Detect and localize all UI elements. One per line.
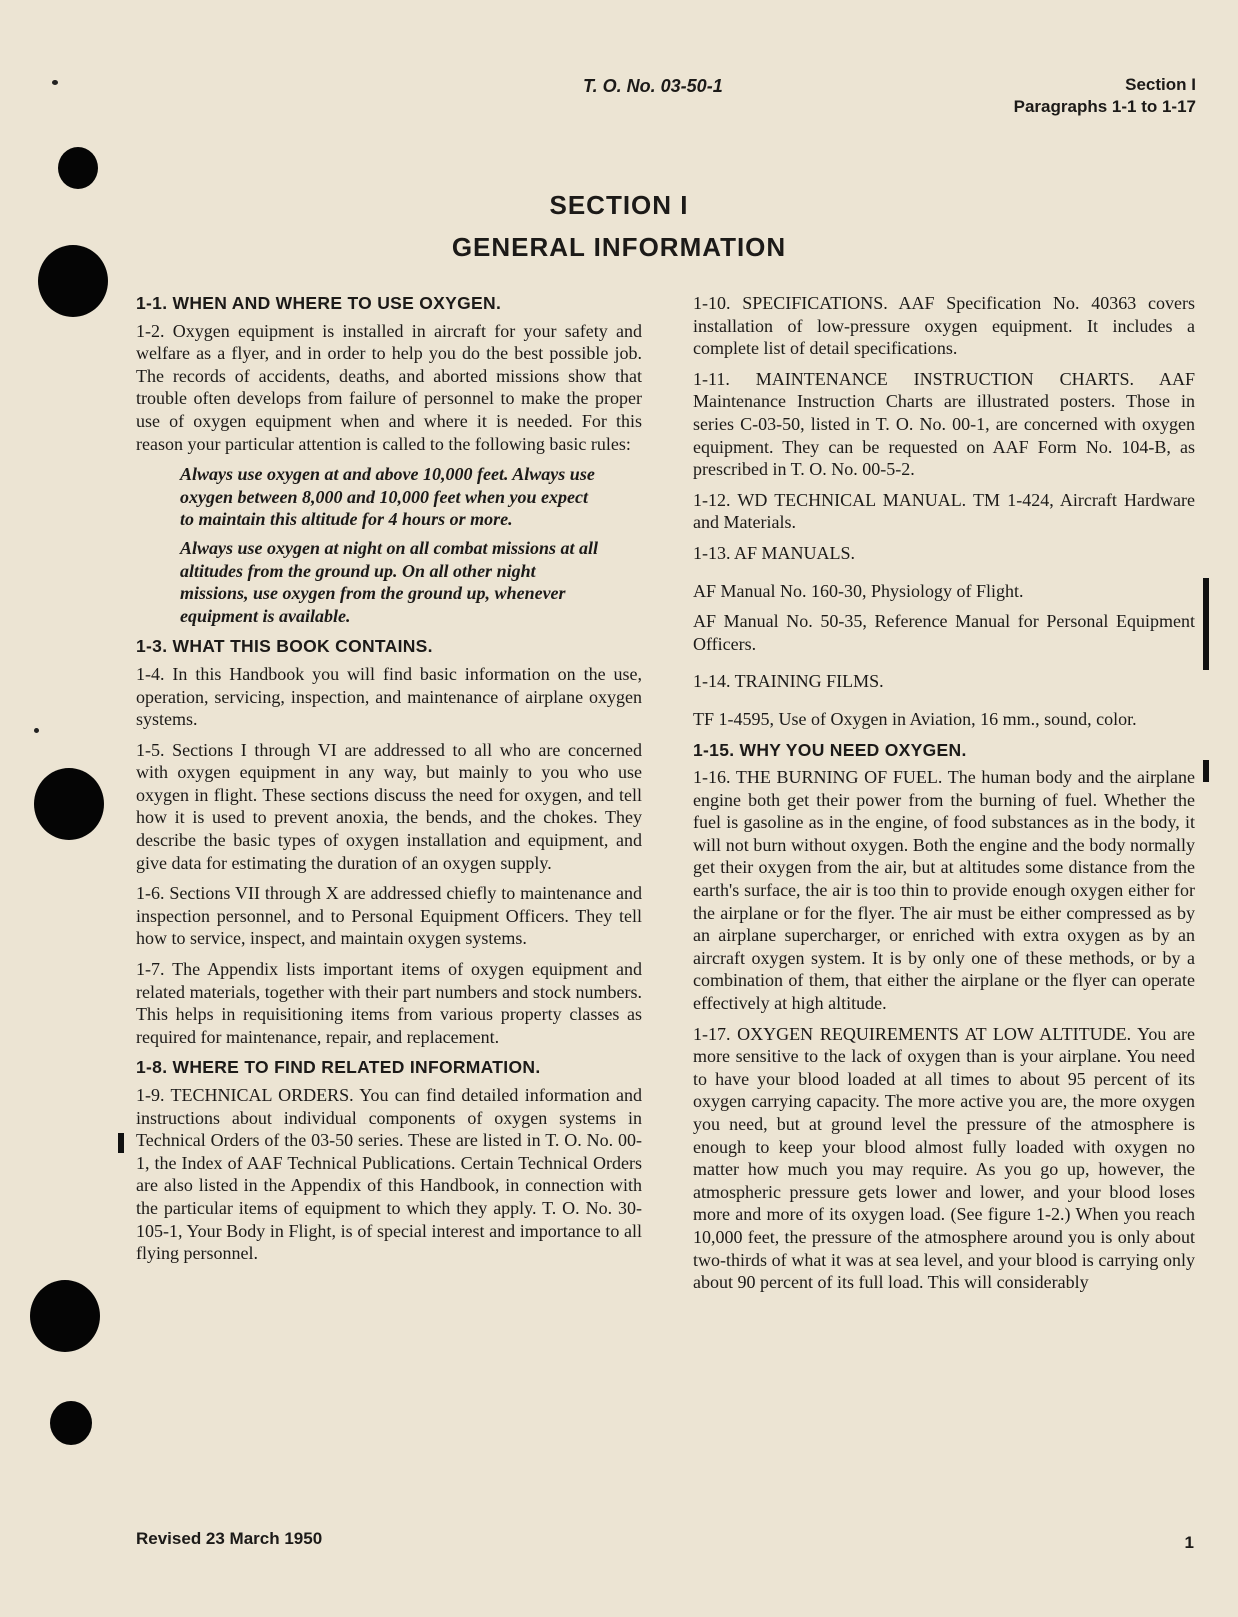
paragraph-1-17: 1-17. OXYGEN REQUIREMENTS AT LOW ALTITUDE. You are more sensitive to the lack of oxygen than is your airplane. You need to have your blood loaded at all times to about 95 percent of its oxygen carrying capacity. The more active you are, the more oxygen you need, but at ground level the pressure of the atmosphere is enough to keep your blood almost fully loaded with oxygen no matter how much you may require. As you go up, however, the atmospheric pressure gets lower and lower, and your blood loses more and more of its oxygen load. (See figure 1-2.) When you reach 10,000 feet, the pressure of the atmosphere around you is only about two-thirds of what it was at sea level, and your blood is carrying only about 90 percent of its full load. This will considerably (693, 1023, 1195, 1293)
revision-bar (1203, 578, 1209, 670)
left-column (136, 292, 642, 1273)
paragraph-range: Paragraphs 1-1 to 1-17 (1013, 97, 1196, 116)
manual-personal-equipment: AF Manual No. 50-35, Reference Manual for Personal Equipment Officers. (693, 611, 1195, 654)
paragraph-1-5: 1-5. Sections I through VI are addressed to all who are concerned with oxygen equipment in any way, but mainly to you who use oxygen in flight. These sections discuss the need for oxygen, and tell how it is used to prevent anoxia, the bends, and the chokes. They describe the basic types of oxygen installation and equipment, and give data for estimating the duration of an oxygen supply. (136, 739, 642, 873)
header-right (1014, 74, 1196, 118)
revision-bar (1203, 760, 1209, 782)
to-number: T. O. No. 03-50-1 (583, 76, 723, 96)
page-number: 1 (1184, 1533, 1194, 1552)
film-use-of-oxygen: TF 1-4595, Use of Oxygen in Aviation, 16 mm., sound, color. (693, 708, 1137, 729)
paragraph-1-10: 1-10. SPECIFICATIONS. AAF Specification No. 40363 covers installation of low-pressure oxygen equipment. It includes a complete list of detail specifications. (693, 293, 1195, 359)
margin-mark (52, 80, 58, 85)
rule-night: Always use oxygen at night on all combat missions at all altitudes from the ground up. On all other night missions, use oxygen from the ground up, whenever equipment is available. (180, 537, 599, 626)
paragraph-1-6: 1-6. Sections VII through X are addressed chiefly to maintenance and inspection personnel, and to Personal Equipment Officers. They tell how to service, inspect, and maintain oxygen systems. (136, 883, 642, 949)
section-label: Section I (1125, 75, 1196, 94)
paragraph-1-12: 1-12. WD TECHNICAL MANUAL. TM 1-424, Aircraft Hardware and Materials. (693, 489, 1195, 533)
right-column (693, 292, 1195, 1302)
section-subtitle: GENERAL INFORMATION (451, 232, 787, 262)
heading-1-1: 1-1. WHEN AND WHERE TO USE OXYGEN. (136, 293, 502, 313)
paragraph-1-16: 1-16. THE BURNING OF FUEL. The human body and the airplane engine both get their power from the burning of fuel. Whether the fuel is gasoline as in the engine, of food substances as in the body, it will not burn without oxygen. Both the engine and the body normally get their oxygen from the air, but at altitudes some distance from the earth's surface, the air is too thin to provide enough oxygen either for the airplane or for the flyer. The air must be either compressed as by an airplane supercharger, or enriched with extra oxygen as by an aircraft oxygen system. It is by only one of these methods, or by a combination of them, that either the airplane or the flyer can operate effectively at high altitude. (693, 767, 1195, 1014)
manual-physiology: AF Manual No. 160-30, Physiology of Flight. (693, 580, 1024, 601)
heading-1-15: 1-15. WHY YOU NEED OXYGEN. (693, 739, 967, 760)
heading-1-8: 1-8. WHERE TO FIND RELATED INFORMATION. (136, 1057, 541, 1078)
paragraph-1-13: 1-13. AF MANUALS. (693, 542, 856, 563)
rule-altitude: Always use oxygen at and above 10,000 feet. Always use oxygen between 8,000 and 10,000 feet when you expect to maintain this altitude for 4 hours or more. (180, 464, 595, 530)
basic-rules (136, 463, 642, 627)
paragraph-1-14: 1-14. TRAINING FILMS. (693, 671, 884, 692)
paragraph-1-4: 1-4. In this Handbook you will find basic information on the use, operation, servicing, inspection, and maintenance of airplane oxygen systems. (136, 663, 642, 730)
heading-1-3: 1-3. WHAT THIS BOOK CONTAINS. (136, 636, 433, 657)
punch-hole-3 (34, 768, 104, 840)
paragraph-1-7: 1-7. The Appendix lists important items of oxygen equipment and related materials, together with their part numbers and stock numbers. This helps in requisitioning items from various property classes as required for maintenance, repair, and replacement. (136, 959, 642, 1047)
paragraph-1-11: 1-11. MAINTENANCE INSTRUCTION CHARTS. AAF Maintenance Instruction Charts are illustrated posters. Those in series C-03-50, listed in T. O. No. 00-1, are concerned with oxygen equipment. They can be requested on AAF Form No. 104-B, as prescribed in T. O. No. 00-5-2. (693, 368, 1195, 480)
punch-hole-5 (50, 1401, 92, 1445)
margin-mark (34, 728, 39, 733)
punch-hole-4 (30, 1280, 100, 1352)
paragraph-1-2: 1-2. Oxygen equipment is installed in aircraft for your safety and welfare as a flyer, and in order to help you do the best possible job. The records of accidents, deaths, and aborted missions show that trouble often develops from failure of personnel to make the proper use of oxygen equipment when and where it is needed. For this reason your particular attention is called to the following basic rules: (136, 320, 642, 454)
punch-hole-1 (58, 147, 98, 189)
section-title: SECTION I (549, 190, 689, 220)
paragraph-1-9: 1-9. TECHNICAL ORDERS. You can find detailed information and instructions about individual components of oxygen systems in Technical Orders of the 03-50 series. These are listed in T. O. No. 00-1, the Index of AAF Technical Publications. Certain Technical Orders are also listed in the Appendix of this Handbook, in connection with the particular items of equipment to which they apply. T. O. No. 30-105-1, Your Body in Flight, is of special interest and importance to all flying personnel. (136, 1085, 642, 1264)
revision-date: Revised 23 March 1950 (136, 1529, 323, 1548)
revision-bar (118, 1133, 124, 1153)
